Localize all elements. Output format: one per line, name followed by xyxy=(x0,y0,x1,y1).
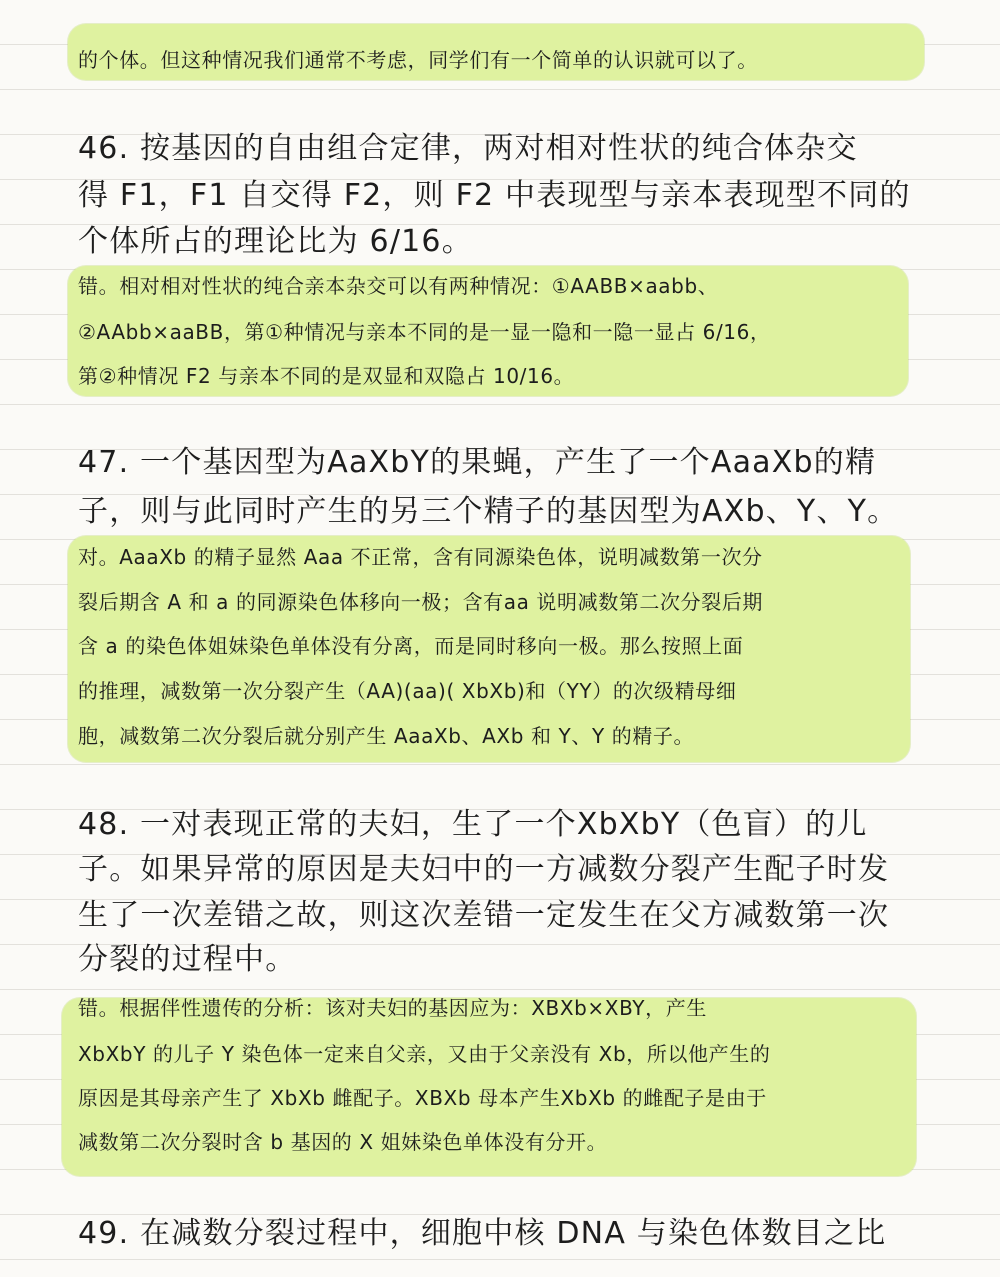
answer-47-line: 对。AaaXb 的精子显然 Aaa 不正常，含有同源染色体，说明减数第一次分 xyxy=(78,545,763,569)
answer-48-line: 错。根据伴性遗传的分析：该对夫妇的基因应为：XBXb×XBY，产生 xyxy=(78,996,707,1020)
question-47-line: 47. 一个基因型为AaXbY的果蝇，产生了一个AaaXb的精 xyxy=(78,445,877,480)
question-48-line: 生了一次差错之故，则这次差错一定发生在父方减数第一次 xyxy=(78,898,890,933)
question-46-line: 46. 按基因的自由组合定律，两对相对性状的纯合体杂交 xyxy=(78,131,858,166)
answer-47-line: 含 a 的染色体姐妹染色单体没有分离，而是同时移向一极。那么按照上面 xyxy=(78,634,744,658)
answer-47-line: 的推理，减数第一次分裂产生（AA)(aa)( XbXb)和（YY）的次级精母细 xyxy=(78,679,737,703)
answer-48-line: 原因是其母亲产生了 XbXb 雌配子。XBXb 母本产生XbXb 的雌配子是由于 xyxy=(78,1086,767,1110)
answer-48-line: XbXbY 的儿子 Y 染色体一定来自父亲，又由于父亲没有 Xb，所以他产生的 xyxy=(78,1042,771,1066)
question-46-line: 个体所占的理论比为 6/16。 xyxy=(78,224,473,259)
answer-46-line: 第②种情况 F2 与亲本不同的是双显和双隐占 10/16。 xyxy=(78,364,575,388)
answer-48-line: 减数第二次分裂时含 b 基因的 X 姐妹染色单体没有分开。 xyxy=(78,1130,608,1154)
answer-47-line: 胞，减数第二次分裂后就分别产生 AaaXb、AXb 和 Y、Y 的精子。 xyxy=(78,724,695,748)
answer-46-line: ②AAbb×aaBB，第①种情况与亲本不同的是一显一隐和一隐一显占 6/16， xyxy=(78,320,771,344)
question-47-line: 子，则与此同时产生的另三个精子的基因型为AXb、Y、Y。 xyxy=(78,494,899,529)
answer-46-line: 错。相对相对性状的纯合亲本杂交可以有两种情况：①AABB×aabb、 xyxy=(78,274,719,298)
question-48-line: 子。如果异常的原因是夫妇中的一方减数分裂产生配子时发 xyxy=(78,852,890,887)
question-49-line: 49. 在减数分裂过程中，细胞中核 DNA 与染色体数目之比 xyxy=(78,1216,887,1251)
question-46-line: 得 F1，F1 自交得 F2，则 F2 中表现型与亲本表现型不同的 xyxy=(78,178,911,213)
answer-47-line: 裂后期含 A 和 a 的同源染色体移向一极；含有aa 说明减数第二次分裂后期 xyxy=(78,590,764,614)
question-48-line: 48. 一对表现正常的夫妇，生了一个XbXbY（色盲）的儿 xyxy=(78,807,868,842)
answer-line: 的个体。但这种情况我们通常不考虑，同学们有一个简单的认识就可以了。 xyxy=(78,48,758,72)
question-48-line: 分裂的过程中。 xyxy=(78,942,297,977)
